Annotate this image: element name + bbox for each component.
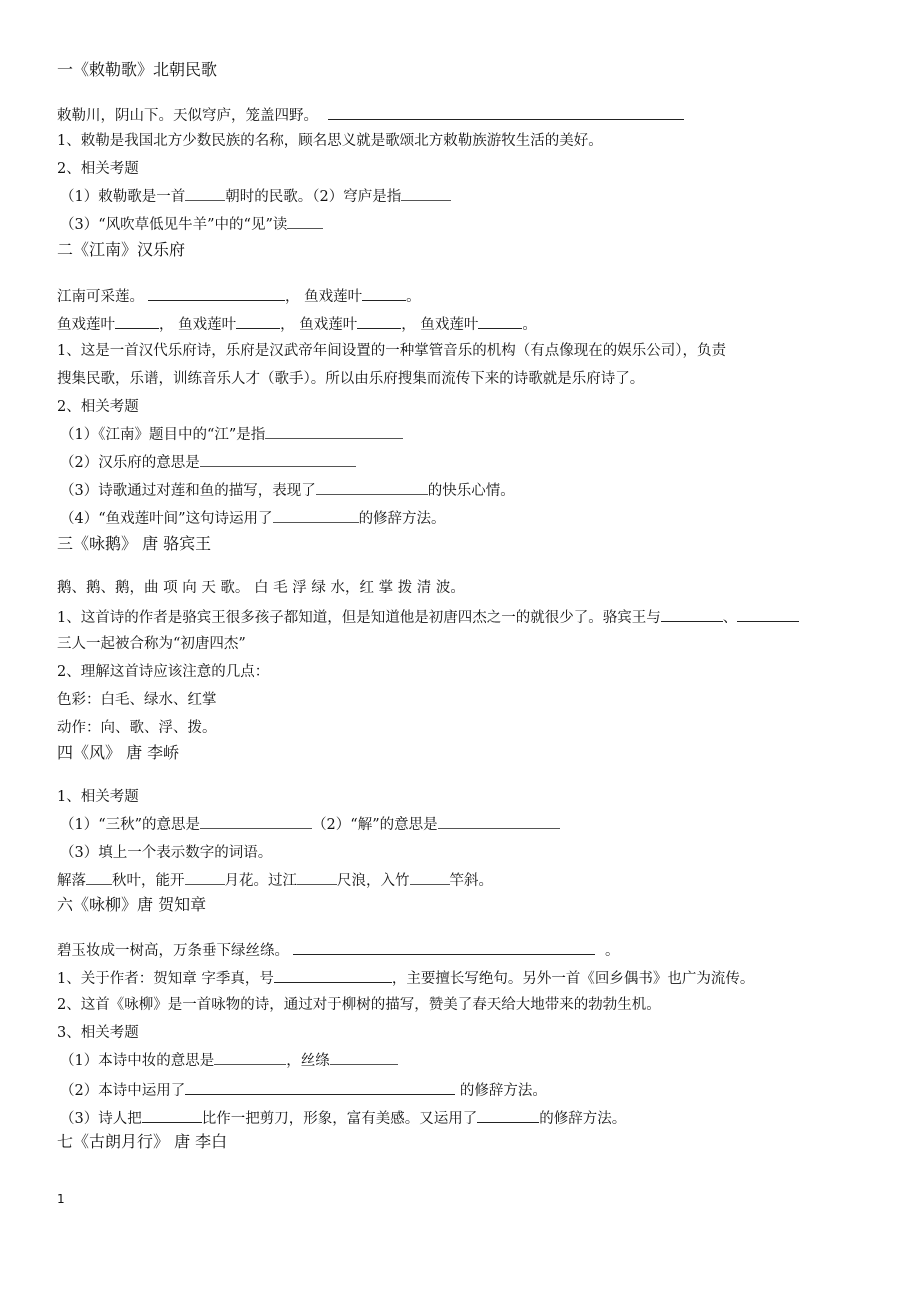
page-number: 1 (57, 1192, 65, 1206)
question-text: 的修辞方法。 (455, 1083, 547, 1099)
verse-text: 。 (605, 943, 620, 959)
answer-blank[interactable] (328, 104, 684, 120)
answer-blank[interactable] (148, 285, 285, 301)
paragraph: 2、相关考题 (57, 161, 139, 177)
verse-text: 鱼戏莲叶 (57, 317, 115, 333)
question-line (60, 425, 403, 445)
answer-blank[interactable] (236, 313, 280, 329)
question-line: （3）填上一个表示数字的词语。 (60, 845, 273, 861)
paragraph: 3、相关考题 (57, 1025, 139, 1041)
paragraph: 2、这首《咏柳》是一首咏物的诗，通过对于柳树的描写，赞美了春天给大地带来的勃勃生机。 (57, 997, 661, 1013)
question-text: 月花。过江 (224, 873, 297, 889)
verse-line (57, 104, 684, 126)
question-line (60, 481, 515, 501)
answer-blank[interactable] (330, 1051, 398, 1065)
answer-blank[interactable] (293, 939, 595, 955)
answer-blank[interactable] (410, 871, 450, 885)
question-text: （3）诗人把 (60, 1111, 142, 1127)
section-heading-7: 七《古朗月行》 唐 李白 (57, 1132, 228, 1151)
answer-blank[interactable] (115, 313, 159, 329)
answer-blank[interactable] (185, 187, 225, 201)
paragraph: 搜集民歌，乐谱，训练音乐人才（歌手）。所以由乐府搜集而流传下来的诗歌就是乐府诗了。 (57, 371, 645, 387)
paragraph: 2、相关考题 (57, 399, 139, 415)
answer-blank[interactable] (185, 871, 225, 885)
verse-line (57, 939, 620, 961)
question-text: 解落 (57, 873, 86, 889)
verse-text: ， 鱼戏莲叶 (401, 317, 479, 333)
question-line (60, 187, 451, 207)
paragraph: 三人一起被合称为“初唐四杰” (57, 636, 246, 652)
answer-blank[interactable] (357, 313, 401, 329)
question-text: （3）“风吹草低见牛羊”中的“见”读 (60, 217, 288, 233)
question-text: 朝时的民歌。（2）穹庐是指 (225, 189, 402, 205)
section-heading-4: 四《风》 唐 李峤 (57, 743, 180, 762)
paragraph-text: 、 (722, 610, 738, 626)
answer-blank[interactable] (200, 815, 312, 829)
question-text: （1）“三秋”的意思是 (60, 817, 201, 833)
paragraph: 1、敕勒是我国北方少数民族的名称，顾名思义就是歌颂北方敕勒族游牧生活的美好。 (57, 133, 603, 149)
question-text: （4）“鱼戏莲叶间”这句诗运用了 (60, 511, 273, 527)
paragraph: 2、理解这首诗应该注意的几点： (57, 664, 270, 680)
answer-blank[interactable] (316, 481, 428, 495)
verse-text: 。 (406, 289, 421, 305)
question-text: 尺浪，入竹 (337, 873, 410, 889)
question-line (60, 1051, 398, 1071)
question-text: 比作一把剪刀，形象，富有美感。又运用了 (201, 1111, 478, 1127)
fill-line (57, 871, 493, 891)
question-line (60, 509, 446, 529)
paragraph-text: 1、关于作者：贺知章 字季真，号 (57, 971, 274, 987)
answer-blank[interactable] (737, 606, 799, 622)
question-text: （2）“解”的意思是 (312, 817, 438, 833)
verse-text: 。 (522, 317, 537, 333)
verse-text: ， 鱼戏莲叶 (280, 317, 358, 333)
verse-line (57, 285, 421, 307)
question-text: 秋叶，能开 (112, 873, 185, 889)
answer-blank[interactable] (438, 815, 560, 829)
question-line (60, 215, 323, 235)
paragraph-text: ，主要擅长写绝句。另外一首《回乡偶书》也广为流传。 (391, 971, 755, 987)
section-heading-6: 六《咏柳》唐 贺知章 (57, 895, 207, 914)
verse-text: ， 鱼戏莲叶 (159, 317, 237, 333)
paragraph: 色彩：白毛、绿水、红掌 (57, 692, 217, 708)
paragraph: 1、这是一首汉代乐府诗，乐府是汉武帝年间设置的一种掌管音乐的机构（有点像现在的娱乐公司），负责 (57, 343, 726, 359)
question-text: 的快乐心情。 (427, 483, 515, 499)
question-text: （2）汉乐府的意思是 (60, 455, 200, 471)
question-text: （1）敕勒歌是一首 (60, 189, 186, 205)
answer-blank[interactable] (287, 215, 323, 229)
question-line (60, 1107, 626, 1129)
answer-blank[interactable] (86, 871, 112, 885)
question-text: （3）诗歌通过对莲和鱼的描写，表现了 (60, 483, 316, 499)
question-text: （1）《江南》题目中的“江”是指 (60, 427, 266, 443)
paragraph (57, 606, 799, 628)
paragraph: 动作：向、歌、浮、拨。 (57, 720, 217, 736)
question-text: （2）本诗中运用了 (60, 1083, 186, 1099)
verse-text: 江南可采莲。 (57, 289, 144, 305)
answer-blank[interactable] (297, 871, 337, 885)
answer-blank[interactable] (362, 285, 406, 301)
answer-blank[interactable] (273, 509, 359, 523)
verse-text: 碧玉妆成一树高，万条垂下绿丝绦。 (57, 943, 289, 959)
section-heading-3: 三《咏鹅》 唐 骆宾王 (57, 534, 212, 553)
answer-blank[interactable] (274, 967, 392, 983)
answer-blank[interactable] (478, 313, 522, 329)
paragraph-text: 1、这首诗的作者是骆宾王很多孩子都知道，但是知道他是初唐四杰之一的就很少了。骆宾王与 (57, 610, 661, 626)
question-text: 的修辞方法。 (539, 1111, 627, 1127)
verse-line (57, 313, 537, 335)
question-line (60, 815, 560, 835)
question-text: 的修辞方法。 (358, 511, 446, 527)
answer-blank[interactable] (401, 187, 451, 201)
paragraph: 1、相关考题 (57, 789, 139, 805)
question-line (60, 453, 356, 473)
section-heading-1: 一《敕勒歌》北朝民歌 (57, 60, 218, 79)
answer-blank[interactable] (477, 1107, 539, 1123)
answer-blank[interactable] (185, 1079, 455, 1095)
answer-blank[interactable] (214, 1051, 286, 1065)
question-text: （1）本诗中妆的意思是 (60, 1053, 215, 1069)
answer-blank[interactable] (142, 1107, 202, 1123)
question-line (60, 1079, 547, 1101)
question-text: ，丝绦 (286, 1053, 330, 1069)
section-heading-2: 二《江南》汉乐府 (57, 240, 186, 259)
verse-text: 敕勒川，阴山下。天似穹庐，笼盖四野。 (57, 108, 318, 124)
verse-text: ， 鱼戏莲叶 (285, 289, 363, 305)
answer-blank[interactable] (265, 425, 403, 439)
paragraph (57, 967, 754, 989)
answer-blank[interactable] (200, 453, 356, 467)
answer-blank[interactable] (661, 606, 723, 622)
verse-line: 鹅、鹅、鹅，曲 项 向 天 歌。 白 毛 浮 绿 水，红 掌 拨 清 波。 (57, 580, 465, 596)
question-text: 竿斜。 (449, 873, 493, 889)
